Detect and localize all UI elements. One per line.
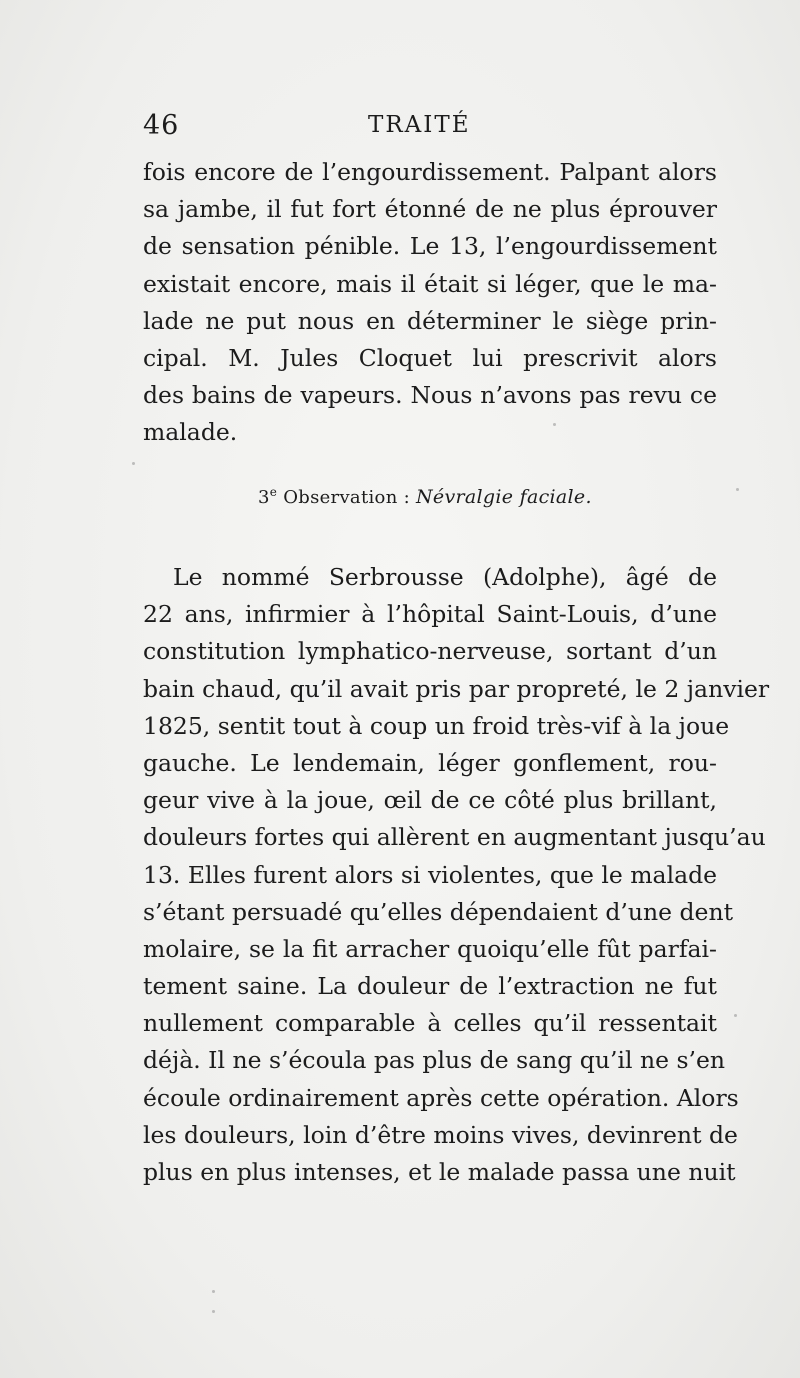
text-line: nullement comparable à celles qu’il ressentait	[143, 1009, 717, 1038]
text-line: gauche. Le lendemain, léger gonflement, rou-	[143, 748, 717, 777]
section-subheading	[258, 485, 592, 508]
paper-speck	[212, 1290, 215, 1293]
text-line: malade.	[143, 418, 238, 447]
text-line: geur vive à la joue, œil de ce côté plus brillant,	[143, 786, 717, 815]
text-line: sa jambe, il fut fort étonné de ne plus éprouver	[143, 195, 717, 224]
page-header	[143, 110, 728, 146]
text-line: s’étant persuadé qu’elles dépendaient d’une dent	[143, 897, 734, 926]
paper-speck	[212, 1310, 215, 1313]
paragraph-1	[143, 154, 717, 452]
observation-superscript: e	[269, 485, 278, 499]
text-line: écoule ordinairement après cette opération. Alors	[143, 1083, 739, 1112]
text-line: constitution lymphatico-nerveuse, sortant d’un	[143, 637, 717, 666]
text-line: bain chaud, qu’il avait pris par propreté, le 2 janvier	[143, 674, 770, 703]
text-line: molaire, se la fit arracher quoiqu’elle fût parfai-	[143, 934, 717, 963]
text-line: déjà. Il ne s’écoula pas plus de sang qu’il ne s’en	[143, 1046, 726, 1075]
text-line: douleurs fortes qui allèrent en augmentant jusqu’au	[143, 823, 766, 852]
text-line: fois encore de l’engourdissement. Palpant alors	[143, 158, 717, 186]
text-line: Le nommé Serbrousse (Adolphe), âgé de	[173, 563, 717, 591]
text-line: cipal. M. Jules Cloquet lui prescrivit alors	[143, 343, 717, 372]
page-number: 46	[143, 110, 180, 141]
paper-speck	[553, 423, 556, 426]
text-line: 13. Elles furent alors si violentes, que le malade	[143, 860, 718, 889]
paragraph-2	[143, 559, 770, 1191]
text-line: 1825, sentit tout à coup un froid très-vif à la joue	[143, 711, 730, 740]
running-title: TRAITÉ	[368, 112, 471, 138]
text-line: de sensation pénible. Le 13, l’engourdissement	[143, 232, 717, 261]
text-line: lade ne put nous en déterminer le siège prin-	[143, 306, 717, 335]
observation-title: Névralgie faciale.	[416, 486, 592, 508]
text-line: les douleurs, loin d’être moins vives, devinrent de	[143, 1120, 738, 1149]
text-line: existait encore, mais il était si léger, que le ma-	[143, 269, 717, 298]
observation-label: Observation :	[277, 487, 416, 508]
paper-speck	[734, 1014, 737, 1017]
text-line: tement saine. La douleur de l’extraction ne fut	[143, 972, 717, 1001]
text-line: des bains de vapeurs. Nous n’avons pas revu ce	[143, 381, 717, 410]
paper-speck	[132, 462, 135, 465]
text-line: plus en plus intenses, et le malade passa une nuit	[143, 1158, 736, 1186]
paper-speck	[736, 488, 739, 491]
observation-number: 3	[258, 487, 270, 508]
text-line: 22 ans, infirmier à l’hôpital Saint-Louis, d’une	[143, 600, 717, 629]
